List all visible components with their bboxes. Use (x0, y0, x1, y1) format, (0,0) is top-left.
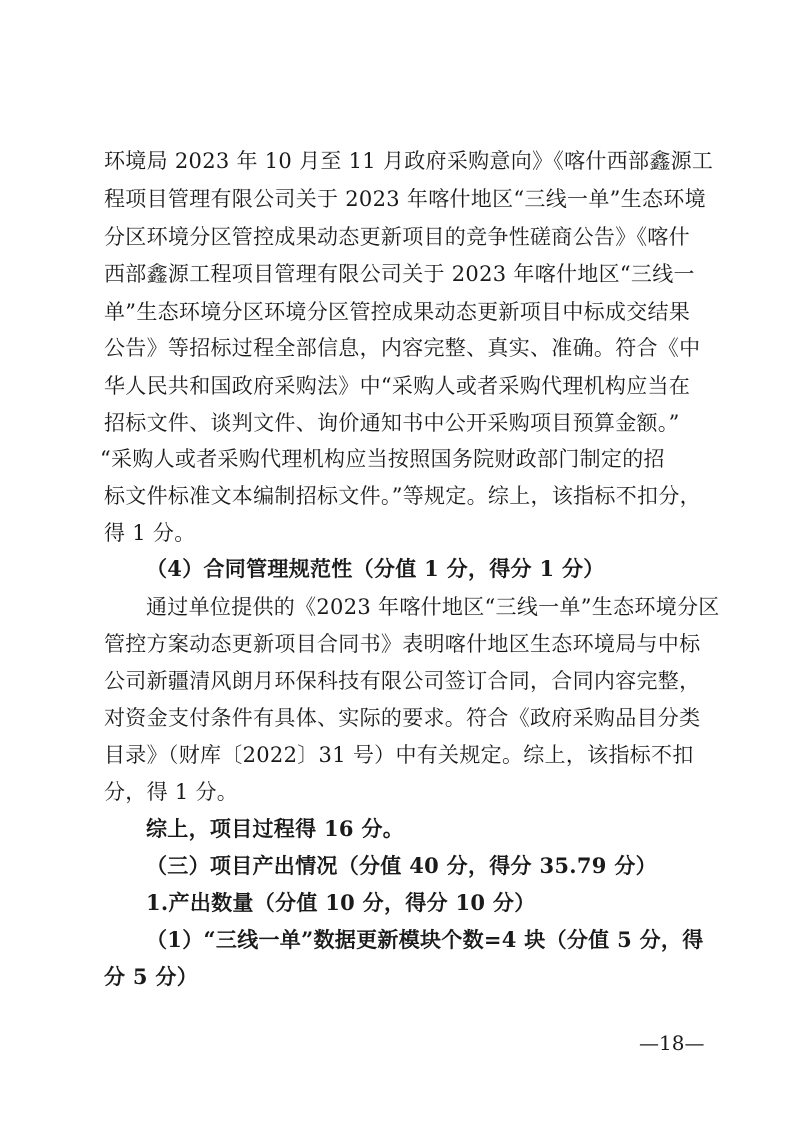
body-text-line: 管控方案动态更新项目合同书》表明喀什地区生态环境局与中标 (104, 632, 701, 656)
section-heading-output-quantity: 1.产出数量（分值 10 分，得分 10 分） (146, 890, 536, 915)
body-text-line: 分，得 1 分。 (104, 780, 239, 804)
body-text-line: 对资金支付条件有具体、实际的要求。符合《政府采购品目分类 (104, 706, 701, 730)
body-text-line: 目录》（财库〔2022〕31 号）中有关规定。综上，该指标不扣 (104, 743, 694, 767)
body-text-line: 得 1 分。 (104, 521, 196, 545)
body-text-line: 招标文件、谈判文件、询价通知书中公开采购项目预算金额。” (104, 411, 680, 435)
body-text-line: 程项目管理有限公司关于 2023 年喀什地区“三线一单”生态环境 (104, 187, 706, 211)
page-number: —18— (639, 1031, 705, 1055)
body-text-line: 西部鑫源工程项目管理有限公司关于 2023 年喀什地区“三线一 (104, 262, 695, 286)
indicator-heading: （1）“三线一单”数据更新模块个数=4 块（分值 5 分，得 (146, 927, 704, 952)
section-heading-contract-management: （4）合同管理规范性（分值 1 分，得分 1 分） (146, 556, 605, 581)
summary-line: 综上，项目过程得 16 分。 (146, 816, 405, 841)
body-text-line: 公告》等招标过程全部信息，内容完整、真实、准确。符合《中 (104, 336, 701, 360)
body-text-line: 华人民共和国政府采购法》中“采购人或者采购代理机构应当在 (104, 374, 691, 398)
body-text-line: 通过单位提供的《2023 年喀什地区“三线一单”生态环境分区 (146, 595, 720, 619)
body-text-line: 环境局 2023 年 10 月至 11 月政府采购意向》《喀什西部鑫源工 (104, 149, 714, 173)
body-text-line: 分区环境分区管控成果动态更新项目的竞争性磋商公告》《喀什 (104, 225, 690, 249)
section-heading-project-output: （三）项目产出情况（分值 40 分，得分 35.79 分） (146, 853, 657, 878)
body-text-line: 公司新疆清风朗月环保科技有限公司签订合同，合同内容完整， (104, 669, 701, 693)
indicator-heading-continued: 分 5 分） (104, 964, 199, 989)
body-text-line: “采购人或者采购代理机构应当按照国务院财政部门制定的招 (100, 447, 665, 471)
body-text-line: 标文件标准文本编制招标文件。”等规定。综上，该指标不扣分， (104, 484, 701, 508)
body-text-line: 单”生态环境分区环境分区管控成果动态更新项目中标成交结果 (104, 300, 691, 324)
